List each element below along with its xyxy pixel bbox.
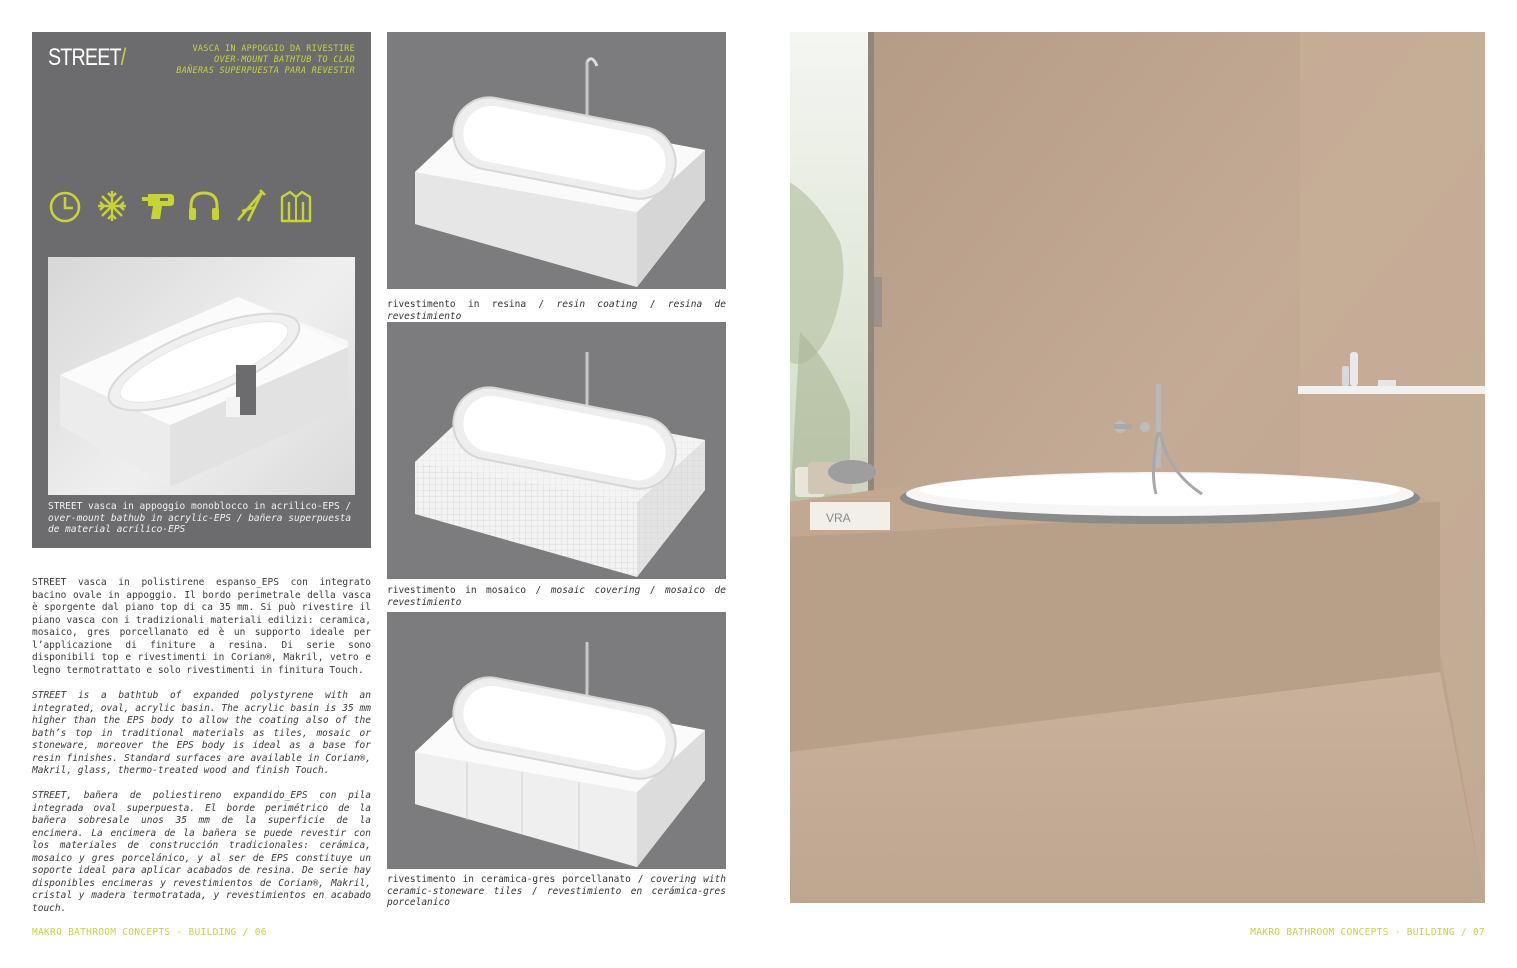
caption-spanish: revestimiento en cerámica-gres porcelanico [387, 885, 726, 908]
caption-separator: / [637, 299, 668, 310]
render-ceramic [387, 612, 726, 869]
product-panel [32, 32, 371, 548]
caption-english: covering with ceramic-stoneware tiles [387, 874, 726, 897]
product-subtitle [176, 44, 355, 77]
caption-english: resin coating [556, 299, 638, 310]
feature-icons [48, 187, 314, 225]
hero-caption-spanish: bañera superpuesta de material acrílico-EPS [48, 512, 352, 535]
compass-icon [232, 187, 268, 225]
hero-caption-italian: STREET vasca in appoggio monoblocco in acrilico-EPS / [48, 501, 352, 512]
subtitle-english: OVER-MOUNT BATHTUB TO CLAD [214, 55, 355, 65]
title-slash: / [120, 44, 126, 71]
bathroom-photo [790, 32, 1485, 903]
shirt-icon [278, 187, 314, 225]
resin-bathtub-render [387, 32, 726, 289]
ceramic-bathtub-render [387, 612, 726, 869]
render-caption-mosaic [387, 585, 726, 608]
render-mosaic [387, 322, 726, 579]
mosaic-bathtub-render [387, 322, 726, 579]
bathroom-scene [790, 32, 1485, 903]
bathtub-cutaway-render [48, 257, 355, 495]
drill-icon [140, 187, 176, 225]
footer-left: MAKRO BATHROOM CONCEPTS - BUILDING / 06 [32, 927, 267, 938]
footer-right: MAKRO BATHROOM CONCEPTS - BUILDING / 07 [1250, 927, 1485, 938]
description-english: STREET is a bathtub of expanded polystyrene with an integrated, oval, acrylic basin. The acrylic basin is 35 mm higher than the EPS body to allow the coating also of the bath’s top in traditional materials as tiles, mosaic or stoneware, moreover the EPS body is ideal as a base for resin finishes. Standard surfaces are available in Corian®, Makril, glass, thermo-treated wood and finish Touch. [32, 690, 371, 776]
caption-separator: / [522, 885, 547, 897]
caption-separator: / [640, 585, 666, 596]
caption-italian: rivestimento in resina / [387, 299, 557, 310]
clock-icon [48, 187, 84, 225]
hero-caption-english: over-mount bathub in acrylic-EPS / [48, 512, 243, 524]
render-caption-ceramic [387, 874, 726, 909]
product-name: STREET [48, 44, 121, 71]
caption-italian: rivestimento in ceramica-gres porcellanato / [387, 874, 651, 885]
caption-italian: rivestimento in mosaico / [387, 585, 551, 596]
hero-bathtub-image [48, 257, 355, 495]
render-caption-resin [387, 299, 726, 322]
subtitle-spanish: BAÑERAS SUPERPUESTA PARA REVESTIR [176, 66, 355, 76]
description-italian: STREET vasca in polistirene espanso_EPS con integrato bacino ovale in appoggio. Il bordo perimetrale della vasca è sporgente dal piano top di ca 35 mm. Si può rivestire il piano vasca con i tradizionali materiali edilizi: ceramica, mosaico, gres porcellanato ed è un supporto ideale per l’applicazione di finiture a resina. Di serie sono disponibili top e rivestimenti in Corian®, Makril, vetro e legno termotrattato e solo rivestimenti in finitura Touch. [32, 577, 371, 676]
headphones-icon [186, 187, 222, 225]
caption-english: mosaic covering [550, 585, 641, 596]
snowflake-icon [94, 187, 130, 225]
photo-brand-mark: VRA [826, 511, 851, 525]
caption-spanish: resina de revestimiento [387, 299, 726, 322]
description-spanish: STREET, bañera de poliestireno expandido_EPS con pila integrada oval superpuesta. El borde perimétrico de la bañera sobresale unos 35 mm de la superficie de la encimera. La encimera de la bañera se puede revestir con los materiales de construcción tradicionales: cerámica, mosaico y gres porcelánico, y al ser de EPS constituye un soporte ideal para aplicar acabados de resina. De serie hay disponibles encimeras y revestimientos de Corian®, Makril, cristal y madera termotratada, y revestimientos en acabado touch. [32, 790, 371, 914]
product-title [48, 44, 125, 72]
render-resin [387, 32, 726, 289]
caption-spanish: mosaico de revestimiento [387, 585, 726, 608]
hero-caption [48, 501, 355, 536]
subtitle-italian: VASCA IN APPOGGIO DA RIVESTIRE [192, 44, 355, 54]
